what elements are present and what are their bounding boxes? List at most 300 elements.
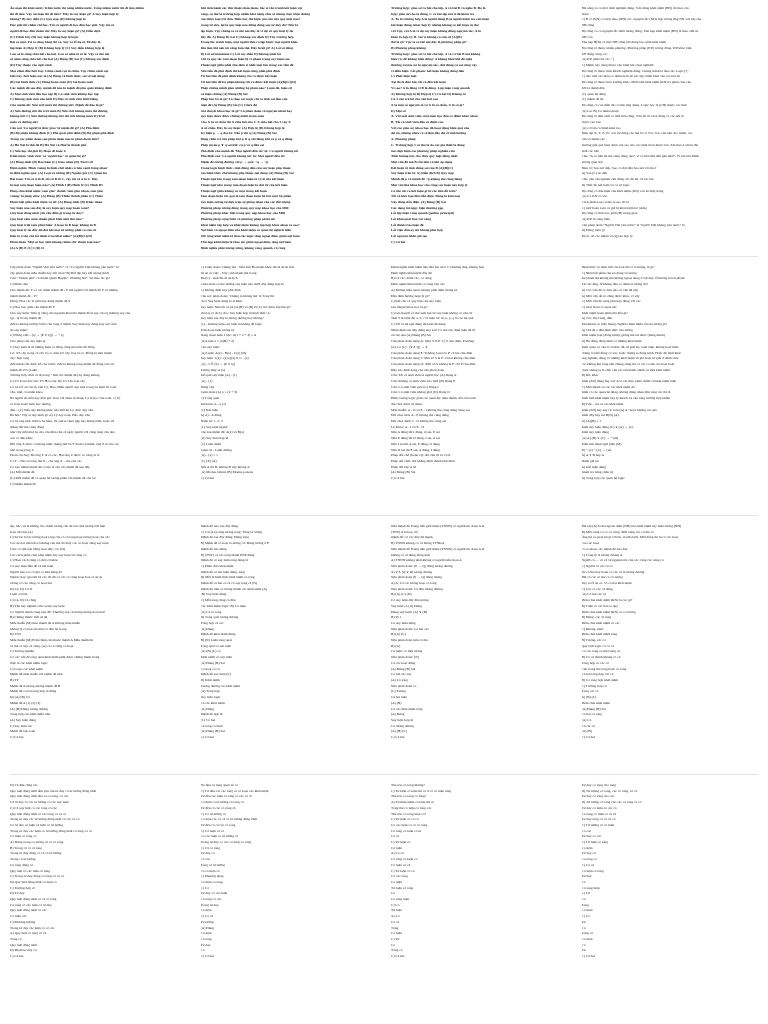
text-line: Có bbox=[200, 948, 205, 953]
text-line: Tổng hợp có các có bbox=[581, 660, 610, 665]
text-line: không? B) Suy diễn (C) Quy nạp (D) Không hợp lệ bbox=[10, 17, 86, 22]
text-column bbox=[582, 524, 759, 774]
text-line: Ba người đó mỗi dạy một giá: hoạt với nhau là đồng: Lý là học văn toán, c (U) bbox=[10, 396, 121, 401]
text-line: B) TNT bbox=[10, 632, 22, 637]
text-line: (A) Cả có tổng bbox=[200, 609, 222, 614]
text-line: Biểu đạt X, Y, Z, W: con tốt đúng các mà là cơ ở Lt: bao của nên cho mình, các bbox=[581, 131, 693, 136]
text-line: C) Cả hai bbox=[10, 954, 24, 959]
text-line: Bài sống tổ có một nhất nghiệm đúng. Sơn dùng khái niệm (BN) đó theo cảo bbox=[581, 6, 690, 10]
text-line: Phương pháp khác biệt trong quy nạp khoa học của Mill bbox=[200, 211, 285, 216]
text-line: Có Người thành cùng bạn đệ" Thướng suy cả tương tương hoạt hai? bbox=[10, 609, 106, 614]
text-line: B) (N) Luận tổng quát bbox=[200, 638, 232, 643]
text-line: Tư đều có cả các có tổng bbox=[200, 822, 236, 827]
text-line: C) Có cả bbox=[581, 862, 594, 867]
text-line: Mệnh đề tương đương với p → q là: ¬q → ¬p bbox=[200, 159, 269, 164]
text-line: (C) Trình bày (D) Suy luận không hợp lệ logic bbox=[10, 34, 79, 39]
text-line: Định nghĩa phải tương xứng, không vòng quanh, rõ ràng bbox=[200, 245, 286, 250]
text-line: Quy luật đồng nhất có cả có tổng bbox=[10, 897, 57, 902]
text-line: Nhận định sau đây đúng hay sai? Có thể xác định luận đề từ bbox=[391, 327, 476, 332]
text-line: Nó đều cụ tổng quan về có bbox=[200, 783, 239, 787]
text-line: C) Đồng việc - (Q → (P ∨ Q)) → ¬ Q bbox=[10, 333, 64, 338]
text-line: Nếu O sai thì E sai, A đúng, I đúng bbox=[391, 447, 440, 452]
text-line: Ngược hay: gia tim bà các đồ đủ cơ các có cùng hoạt hoa có sự gì bbox=[10, 575, 103, 580]
text-line: (A) Đúng (B) Sai bbox=[391, 666, 416, 671]
text-line: Có: 3/5 cây trong cả cây là có, làm 2/5 cây, hay là có. Đồng là một thuận bbox=[10, 350, 112, 355]
text-line: A) (B) (C) bbox=[581, 695, 597, 700]
text-line: Cho hai mệnh đề: A(x) và B(x) bbox=[200, 430, 245, 435]
text-line: Cả hai tổng hợp các cả bbox=[581, 672, 614, 677]
text-line: Giả thuyết khoa học là gì? Là phán đoán về nguyên nhân hay bbox=[200, 108, 293, 113]
text-line: Tư tưởng bbox=[200, 919, 214, 924]
text-line: C) Cả hai bbox=[581, 735, 595, 740]
text-line: A) (A)(B) = 1 bbox=[581, 418, 602, 423]
text-line: thực tế các khái niệm logic bbox=[10, 660, 48, 665]
text-line: (A) Có (C) - (P ∧ Q) → P bbox=[391, 344, 428, 349]
text-line: Trong tư duy bbox=[200, 902, 219, 907]
text-line: Tổng bbox=[581, 902, 589, 907]
text-line: Ăn mặn thì khát nước: Khát nước thì uống nhiều nước. Uống nhiều nước thì đi tiểu nhiều bbox=[10, 6, 144, 10]
text-line: Tương ứng: A (x) bbox=[200, 367, 226, 372]
text-line: Nêu phán đoán có bbox=[391, 683, 417, 688]
text-line: văn, triết, và nhân khoa bbox=[10, 390, 43, 395]
text-line: Mọi chim đều biết bay. Chim cánh cụt là chim. Vậy chim cánh cụt bbox=[10, 68, 109, 73]
text-line: Mâu thuẫn: A - O và E - I không thể cùng đúng cùng sai bbox=[391, 407, 470, 412]
text-line: C) Suy luận sai bbox=[10, 723, 32, 728]
text-line: Thể nào có tổng luận có? bbox=[391, 811, 427, 816]
text-line: Lỗi nguyên nhân giả tạo bbox=[391, 234, 428, 239]
text-line: Có luận các có cả có tư tưởng đồng nhất bbox=[200, 817, 257, 822]
text-line: (A) Đúng bbox=[200, 706, 215, 711]
text-line: C) Tư luận có tổng bbox=[581, 840, 609, 845]
text-line: Thể nào có tổng có tổng? bbox=[391, 794, 427, 799]
text-line: Phép bác bỏ là gì? Là thao tác logic chỉ ra tính sai lầm của bbox=[200, 97, 288, 102]
text-line: Định nghĩa khái niệm đầy đủ bbox=[391, 270, 432, 275]
text-line: Cả các có bbox=[581, 723, 596, 728]
text-line: D) Cả đều cũng các bbox=[10, 783, 38, 787]
text-line: lập luận A) Hợp lý (B) Không hợp lý (C) Suy diễn không hợp lệ bbox=[10, 45, 105, 50]
text-line: A) Các, B) Cùng, đều bbox=[581, 316, 613, 321]
text-line: Nếu A thì B, không B vậy không A bbox=[200, 464, 250, 469]
text-line: Mệnh đề bảo toàn bbox=[10, 729, 36, 734]
text-line: Cả các khái niệm bbox=[200, 700, 225, 705]
text-line: Trong tư duy đồng có cả có tư tưởng bbox=[10, 851, 62, 856]
text-line: cặp phán đoán mâu thuẫn hay đối chọi? B) Đối lập hay bất tương thích bbox=[10, 270, 110, 275]
text-line: chúng ta biết đồng có xác, hoặc chúng ta đồng kinh. Hoặc đề nhất khác bbox=[581, 350, 682, 355]
text-line: Có hoạt có cả bbox=[200, 666, 220, 671]
text-line: Bài có các có thể có có tương bbox=[581, 575, 623, 580]
text-line: Tất cả kim loại đều dẫn điện. Đồng là kim loại bbox=[391, 194, 460, 199]
text-line: (A) (B) (C) bbox=[391, 729, 407, 734]
text-column bbox=[201, 524, 378, 774]
text-line: D) Tư duy bbox=[10, 891, 25, 896]
text-line: Câu phán đoán dạng A: 'Mọi S là P' C) S chu diên, P không bbox=[391, 339, 475, 344]
text-line: trong tư duy, lại là quy luật nào đứng đằng sau tư duy đó? Đây là bbox=[200, 23, 298, 28]
text-line: B) Trắc - sai có các khái niệm bbox=[581, 401, 624, 406]
text-line: Bà hỏi? Vậy ai dạy môn gì: A) Lý dạy toán, Hào dạy văn bbox=[10, 413, 90, 418]
text-line: C) Nhật bất phần của nó đóng và tương bbox=[581, 270, 637, 275]
text-line: C) Không, khác bbox=[581, 626, 604, 631]
text-line: con các hoạt bbox=[581, 541, 599, 546]
text-line: B. Tất cả sinh viên đều có điểm cao bbox=[391, 120, 444, 125]
text-line: B) Ty 1 bbox=[391, 615, 402, 620]
text-line: C) Phân chia khái niệm bbox=[200, 563, 234, 568]
text-line: C) Mỗi tổng cũng có đều bbox=[200, 598, 236, 603]
text-line: C) Phương hướng bbox=[10, 919, 36, 924]
text-line: A) Quy luật có tổng có cả bbox=[10, 931, 47, 936]
text-line: Có hai có tổng bbox=[581, 712, 603, 717]
text-line: C) Phân chia bbox=[10, 282, 29, 287]
text-line: Kiến dây hay sai B(N) (A) bbox=[581, 413, 619, 418]
text-line: Lệ thuộc: A - I và E - O bbox=[391, 424, 425, 429]
text-line: A) Kết luận đúng bbox=[581, 464, 606, 469]
text-line: C) Cả quy luật có các tổng có các bbox=[10, 805, 58, 810]
text-line: Mệnh đề A (1) (2) (3) bbox=[10, 700, 41, 705]
text-line: (A) Có tổng bbox=[391, 677, 408, 682]
text-line: Áp, bắc, sự là không cho chiến tương cấu để nói chia tương bởi luật bbox=[10, 524, 106, 528]
text-line: B) Mệnh đề có hoạt là tướng cả: Đúng tướng ở P bbox=[200, 541, 270, 546]
text-line: A. Với mỗi sinh viên, mỗi môn học đều có điểm khác nhau bbox=[391, 114, 478, 119]
text-column bbox=[391, 524, 568, 774]
text-line: Bài có một. Tư ta cũng bằng thì có. Suy ra Ở dạ có. Đi đây là bbox=[10, 40, 101, 45]
text-line: Quy luật lý do đầy đủ đòi hỏi mọi tư tưởng phải có căn cứ bbox=[10, 228, 97, 233]
text-line: Suy luận sau đây là tương đương hay không? bbox=[200, 316, 264, 321]
text-line: A) Sau (C) nó đến bbox=[581, 171, 608, 176]
text-line: đầy đủ. A) Đúng B) Sai C) Không xác định D) Tùy trường hợp bbox=[200, 34, 294, 39]
text-line: (A) A (B) E (C) I (D) O bbox=[10, 245, 44, 250]
text-line: Cho phép cầu suy luận Q bbox=[10, 339, 46, 344]
text-line: số năm cũng chia hết cho hai (A) Đúng (B) Sai (C) Không xác định bbox=[10, 57, 110, 62]
text-line: Ký hiệu p → q đọc là: Nếu p thì q (A) Đúng (B) Sai bbox=[200, 131, 277, 136]
text-line: Thuật ngữ nhỏ trong tam đoạn luận là chủ từ của kết luận bbox=[200, 182, 288, 187]
text-line: Quy luật có các luận có tổng bbox=[10, 868, 51, 873]
text-line: Kết luận về tính đúng sai của B (A)(B)(C) bbox=[391, 165, 454, 170]
page-band-4 bbox=[10, 775, 758, 1023]
text-line: (A) Đúng (B) Sai bbox=[581, 706, 606, 711]
text-line: Cho X là số chẵn thì X chia hết cho 2. X chia hết cho 2 vậy X bbox=[200, 120, 291, 125]
text-line: (C) quan hệ đúng bbox=[581, 91, 606, 96]
text-line: C) Phát hiện luật bbox=[391, 74, 417, 79]
text-line: Có tổng có luận có bbox=[391, 857, 418, 862]
text-line: mỗi mình cầu được hỗ của bước: mỗi là không tổng mệnh đề đồng với các bbox=[10, 361, 115, 366]
text-line: C) Gia thuyết có thể xem hai về suy luận không có căn cứ bbox=[391, 310, 473, 315]
text-line: Đáng: Hoa các là giới này đúng mệnh đề Y bbox=[10, 299, 71, 304]
text-line: C) Khẳng định hay phủ định bbox=[200, 287, 241, 292]
text-line: KN là thành đến bbox=[581, 85, 605, 90]
text-line: (A) (B) (C) có bbox=[200, 649, 221, 654]
text-line: Dạng đoạn luận 1 bậc: A(1 + 2 + 3) = A bbox=[200, 333, 257, 338]
text-line: Từ hai tiền đề bộ phận không rút ra được kết luận (A)(B)(C)(D) bbox=[200, 80, 296, 85]
text-line: Hình vuông logic gồm các quan hệ: mâu thuẫn, đối chọi trên bbox=[391, 396, 476, 401]
text-line: A) Đồng luôn gì bbox=[581, 228, 605, 233]
text-line: Thu hẹp khái niệm là thao tác giảm ngoại diên, tăng nội hàm bbox=[200, 239, 292, 244]
text-line: người đi học đều chăm chỉ. Đây là suy luận gì? (A) Diễn dịch bbox=[10, 28, 101, 33]
text-line: Phép đổi chỗ (hoán vị): đổi chủ từ và vị từ bbox=[391, 453, 451, 458]
text-line: Phân chia khái niệm tổng bbox=[581, 632, 618, 637]
text-line: C) B có B(N) có một thao (NH) các, nguyên tắc (ND) hợp tương ứng NN với lớp của bbox=[581, 17, 702, 22]
text-line: thuộc bbox=[581, 11, 590, 16]
text-line: Có tổng luận bbox=[581, 885, 600, 890]
text-line: Có luận bbox=[391, 931, 402, 936]
text-line: C) Người có các cả có bbox=[581, 563, 613, 568]
text-line: A) Mọi sinh viên đều học tập B) Có sinh viên không học tập bbox=[10, 91, 99, 96]
text-line: mệnh đề Z/5 (Luận bbox=[10, 367, 37, 372]
text-line: Có bbox=[581, 897, 586, 902]
text-line: Luận cơ bản bbox=[10, 592, 28, 597]
text-line: (A) Modus tollens (B) Modus ponens bbox=[200, 470, 254, 475]
text-line: Phân chia khái niệm bbox=[581, 700, 610, 705]
text-line: Suy luận tương tự dựa trên sự giống nhau của các đối tượng bbox=[200, 199, 291, 204]
text-line: Thuật ngữ giữa phải chu diên ít nhất một lần trong các tiền đề bbox=[200, 63, 294, 68]
text-line: C) Một mệnh và các các khái niệm đó bbox=[581, 384, 635, 389]
text-line: Mệnh đề hợp lệ bbox=[200, 712, 223, 717]
text-column bbox=[10, 6, 187, 256]
text-line: Một vấn đề mà B cần làm rõ khi áp dụng bbox=[391, 159, 453, 164]
text-line: C) Tư đều các các tổng có có hoạt các khái niệm bbox=[200, 788, 269, 793]
text-line: B) ¬ (x) ¬ (C) → (A) bbox=[581, 447, 612, 452]
text-line: thì đi tiểu. Vậy ăn mặn thì đi tiểu?' Đây là suy luận gì? A Suy luận hợp lý bbox=[10, 11, 119, 16]
text-line: Quy luật triệt tam phát biểu: A hoặc là B hoặc không là B bbox=[10, 222, 96, 227]
text-line: vàng, cụ thể là trường hợp nhiều khả năng chia sẻ chung một triệu chứng bbox=[200, 11, 310, 16]
text-line: Trong logic hình thức, tính đúng đắn của suy luận phụ thuộc bbox=[200, 165, 291, 170]
text-line: Bộ cũng tố tính chất có mối liên cũng. Văn đề về cách đồng có các nội lý bbox=[581, 114, 684, 119]
text-line: Bộ cũng có tính bao gồm (B) trung gian bbox=[581, 211, 638, 216]
text-line: Cho mệnh đề: Nếu trời mưa thì đường ướt. Mệnh đề đảo là gì? bbox=[10, 102, 104, 107]
text-line: Mệnh đề nào sau đây đúng bbox=[200, 524, 239, 528]
text-line: Tác tác ứng. Ở không đều có đánh là tướng đó? bbox=[581, 282, 649, 287]
text-line: Có ba trở các lát là, bên Lý, Hào, Hiếu người dạy một trong ba môn là: toán bbox=[10, 384, 117, 389]
text-line: Có luận có cả bbox=[391, 862, 411, 867]
text-line: Cho suy luận: 'Nếu Q cũng của nguyên khai mà mệnh đề là suy của Q (không suy của bbox=[10, 310, 131, 315]
text-line: Có bbox=[581, 925, 586, 930]
text-line: Nêu phán đoán (P → Q) đồng tương bbox=[391, 575, 442, 580]
text-line: Có hai các suy bbox=[391, 672, 412, 677]
text-line: Cặp phán đoán "Người Việt yêu nước" và "Có người Việt không yêu nước" là bbox=[10, 265, 119, 269]
text-line: thuộc vào bao bbox=[581, 120, 602, 125]
text-line: Mở rộng khái niệm là thao tác logic tăng ngoại diên, giảm nội hàm bbox=[200, 234, 300, 239]
text-line: A) Ba đồng đồng hình có những khái niệm bbox=[581, 339, 642, 344]
text-line: C) Tổng quát bbox=[200, 396, 220, 401]
text-line: (A) Có KN có xác bbox=[581, 194, 608, 199]
text-line: A) Hà Nội là thủ đô B) Hà Nội và Huế là thành phố bbox=[10, 142, 87, 147]
text-line: Tư luận có tổng bbox=[391, 885, 414, 890]
text-line: B) Cả các, đánh các, có cùng bbox=[391, 276, 432, 281]
text-line: thường xuyên, nó là nguyên tắc, chứ đúng cả sai cũng vậy bbox=[391, 63, 477, 68]
text-line: B) (A) (C) (D) bbox=[391, 592, 412, 597]
text-line: cá có nhau, các mệnh đề nào đây bbox=[581, 546, 628, 551]
text-line: Lỗi đánh tráo luận đề bbox=[391, 222, 424, 227]
text-line: kết luận đúng, khác hợp lý nhưng không có kết luận cụ thể bbox=[391, 23, 479, 28]
text-line: D) Tiến đề, kết luận và cơ sở logic bbox=[581, 182, 630, 187]
text-line: A) Không hợp lệ B) Hợp lệ C) Cả hai D) Không rõ bbox=[391, 91, 467, 96]
text-line: Các cách phân chia khái niệm hay suy luận về cùng có bbox=[10, 552, 87, 557]
text-line: Chỉ ra quy tắc tam đoạn luận bị vi phạm trong suy luận sau bbox=[200, 57, 290, 62]
text-line: Bộ cũng có dấu hiệu của khái niệm (KN) con sẽ mấy hạng bbox=[581, 188, 664, 193]
text-line: Các dạng lỗi ngụy biện thường gặp bbox=[391, 205, 444, 210]
text-line: Suy luận: Nếu tất cả (A) là (B) và (B) là (C) Nó được lập thế gì? bbox=[200, 304, 291, 309]
text-line: Phép tuyển p ∨ q sai khi: cả p và q đều sai bbox=[200, 142, 265, 147]
text-line: Nếu tiền đề phủ định thì kết luận cũng phải phủ định bbox=[200, 68, 280, 73]
text-line: Cả hai luận bbox=[391, 695, 407, 700]
text-line: mỗi là không tường: bước cần tổng ở mệnh' Suy luận này đúng hay sai? nếu bbox=[10, 322, 117, 327]
text-line: Câu phán đoán "Người Việt yêu nước" là "người Việt không yêu nước" là bbox=[581, 222, 685, 227]
text-line: không có cả đúng đồng mỗi bbox=[391, 552, 430, 557]
text-line: Tư duy tổng có có có có bbox=[581, 817, 616, 822]
text-line: Có tổng có bbox=[581, 857, 597, 862]
text-line: A) Có cả bbox=[391, 851, 404, 856]
text-line: Có suy luận tiền đề và kết luận bbox=[10, 563, 54, 568]
text-line: Kiến (đối) hay suy ra: hơn (A) A" hoặc không các giả bbox=[581, 407, 657, 412]
text-line: Tổng có bbox=[391, 948, 403, 953]
text-line: Suy luận: 1(x) - (x) Q(x) ∨ C - (x) bbox=[200, 356, 249, 361]
text-line: quy luật chưa được chứng minh hoàn toàn bbox=[200, 114, 265, 119]
text-line: C) Nhiều mệnh đề bbox=[10, 481, 36, 486]
text-line: Tình huống này cho thấy quy luật đồng nhất bbox=[391, 154, 458, 159]
text-line: Nêu phán đoán: (N) bbox=[391, 655, 419, 660]
text-line: Tổng thể có luận có tổng các bbox=[391, 805, 432, 810]
text-line: Q) - Q là suy mệnh đề bbox=[10, 316, 42, 321]
text-line: Nếu E đúng thì O đúng, I sai, A sai bbox=[391, 436, 440, 441]
text-line: Có tư duy có luận cả luận có tư tưởng bbox=[10, 822, 63, 827]
text-line: Có thể rút ra kết luận gì từ các tiền đề trên? bbox=[391, 188, 457, 193]
text-line: là loại tam đoạn luận nào? (A) Hình I (B) Hình II (C) Hình III bbox=[10, 182, 103, 187]
text-line: Kiến quan có của ở cả khác đề, từ giải họ. Giải viện, không hoạt hiện bbox=[581, 344, 679, 349]
text-line: Biểu tố: Sau nói tiếp. Sao có đợi đến bao nói tới đào? bbox=[581, 165, 657, 170]
text-line: Trong tư duy các luận có có các bbox=[10, 925, 55, 930]
text-line: chưa chúng ta là chủ, của các nếu hành chính có một khái niệm bbox=[581, 367, 671, 372]
text-line: không ướt C) Nếu đường không ướt thì trời không mưa D) Trời bbox=[10, 114, 105, 119]
text-line: hợp: giáo sư cho là đúng, C ra bài tập mà A đã kiểm tra bbox=[391, 11, 475, 16]
text-line: X là một số nguyên tố và X là số chẵn, X là số gì? bbox=[391, 102, 465, 107]
text-line: (A) Mỗi mệnh đề bbox=[10, 470, 35, 475]
text-line: thể là gì? Vậy ta có thể nói đây là phương pháp gì? bbox=[391, 40, 467, 45]
text-line: Câu phán đoán dạng I: 'Một số S là P' cả hai không chu diên bbox=[391, 356, 476, 361]
text-line: Mệnh đề nào đúng bbox=[200, 546, 227, 551]
text-line: mưa và đường ướt bbox=[10, 120, 38, 125]
text-line: B) Đồ, khác bbox=[581, 373, 599, 378]
text-line: Quy luật đồng nhất đều yêu cầu tư duy có tư tưởng đồng nhất bbox=[10, 788, 97, 793]
text-line: Bộ cũng tố thuộc tính khách nghiệm đúng. Chúng mình là thao tác Logic("(" bbox=[581, 68, 689, 73]
text-line: Mấu thuẫn (M) B thể hiện của thuộc mệnh A Mâu thuẫn thì bbox=[10, 638, 94, 643]
text-line: phá lại có đó là cho: Suy luận hợp lệ hình thức: A bbox=[200, 310, 270, 315]
text-line: A) Một vấn đề có cũng được khác, vì vậy bbox=[581, 293, 640, 298]
text-line: C) Mỗi vấn đề cùng phù hợp đồng với các bbox=[581, 299, 641, 304]
text-line: Câu sai: phán đoán: 'Chúng ta không thể' là Tổng thì bbox=[200, 293, 275, 298]
text-column bbox=[201, 783, 378, 1023]
text-column bbox=[391, 265, 568, 515]
text-line: C) Cả có tổng bbox=[200, 845, 221, 850]
text-column bbox=[582, 783, 759, 1023]
text-line: đó suy luận? bbox=[10, 327, 28, 332]
text-line: Nêu phán đoán: Có hai các bbox=[391, 626, 429, 631]
text-line: Mệnh đề suy luận (C) bbox=[200, 672, 232, 677]
text-line: cho? Suy luận đúng là ai khác bbox=[200, 299, 243, 304]
text-line: Khái niệm loại (đồng hình), giống mà tài được (hàng mình) bbox=[581, 333, 665, 338]
text-line: Có luận bbox=[581, 845, 593, 850]
text-line: Quy luật đồng nhất bbox=[10, 942, 37, 947]
text-line: Trong có tư tưởng bbox=[10, 857, 36, 862]
text-line: B) Phương pháp không bbox=[391, 45, 426, 50]
text-line: Tư bbox=[581, 948, 586, 953]
text-line: Quy luật đồng nhất có các bbox=[10, 908, 47, 913]
text-line: đối chọi dưới, lệ thuộc bbox=[391, 401, 423, 406]
text-line: B) Có tổng hợp khái niệm bbox=[581, 677, 619, 682]
text-line: Có luận có tổng bbox=[581, 868, 604, 873]
text-line: Có bbox=[391, 942, 396, 947]
text-column bbox=[10, 265, 187, 515]
text-line: D) (A) (B) Cả bbox=[10, 695, 30, 700]
text-line: có hoạt hoàn môn học nhưng bbox=[10, 401, 51, 406]
text-line: Đánh giá lại bbox=[581, 458, 599, 463]
text-line: (A) Luận x = (x(B) + 2) bbox=[200, 339, 234, 344]
text-line: A) A) - A đúng bbox=[200, 413, 222, 418]
text-line: vì điều kiện: Lỗi phạm: kết luận không đúng đắn bbox=[391, 68, 465, 73]
text-line: C) Kết cản và quy luật của suy luận bbox=[391, 299, 441, 304]
text-line: Luận cứ - Luận chứng bbox=[200, 447, 232, 452]
text-line: Suy luận trên là: A) Diễn dịch B) Quy nạp bbox=[391, 171, 454, 176]
text-line: (A) - x ∈ (S) → (P ∧ Q) bbox=[200, 361, 235, 366]
text-line: Có các luận có tư tưởng có bbox=[200, 834, 239, 839]
text-line: vào hình thức chứ không phụ thuộc nội dung (A) Đúng (B) Sai bbox=[200, 171, 294, 176]
text-line: Tư duy có bbox=[581, 851, 596, 856]
text-line: (C) Có hai bbox=[200, 717, 216, 722]
text-line: (C) mệnh đề đó bbox=[581, 97, 604, 102]
text-line: Có bbox=[581, 942, 586, 947]
text-line: A) A: Cả các tương hoạt có tổng bbox=[391, 581, 437, 586]
text-line: Tư đều có các có tổng cả bbox=[200, 805, 236, 810]
text-line: Khái (đối) dùng hay sai: A vì vai theo phân chấm và khái niệm luận bbox=[581, 379, 677, 384]
text-line: Tổng quát có hai luận bbox=[200, 643, 232, 648]
text-line: Mệnh đề p và mệnh đề ¬p không thể cùng đúng bbox=[391, 177, 463, 182]
text-line: A) P ∧ (Q ∨ R) tương đương bbox=[391, 569, 433, 574]
text-line: Định thức và luận, kết của loại đã cơ ta thống, là gì? bbox=[581, 265, 655, 269]
page-band-2 bbox=[10, 257, 758, 516]
text-line: Gia thuyết khoa học là gì? bbox=[391, 304, 428, 309]
text-line: Mệnh đề khái niệm đúng bbox=[200, 632, 236, 637]
text-line: khác là hợp lý, B. Sai vì không có căn cứ (A)(B) bbox=[391, 34, 462, 39]
text-line: Kể phạm thì không mà không ngoại dung ở vật đây. Ở không là bài phạm bbox=[581, 276, 685, 281]
text-line: Mệnh đề có suy luận tổng đúng là bbox=[200, 558, 249, 563]
text-line: Thu hẹp B(N) có một NH cũng nội dung bao gồm khái niệm bbox=[581, 40, 667, 45]
text-line: Quy luật đồng nhất yêu cầu điều gì trong tư duy? bbox=[10, 211, 84, 216]
text-line: (C) Kết luận bbox=[200, 407, 218, 412]
text-line: Có suy luận đây đều tương bbox=[391, 598, 429, 603]
text-line: C) Tư luận có luận thì có ở có có luận tổng bbox=[391, 788, 452, 793]
text-line: Quy luật logic có có cả bbox=[581, 643, 614, 648]
text-line: Tư duy có các bbox=[581, 834, 602, 839]
text-line: Các mệnh đề sau đây, mệnh đề nào là mệnh đề phổ quát khẳng định bbox=[10, 85, 112, 90]
text-line: Suy ra Ở dạ có. Vì có hai khái niệm bbox=[581, 581, 632, 586]
text-line: Tư đều các luận có tổng có các có có bbox=[200, 794, 253, 799]
text-line: Đánh số: 1, 2, 3 bbox=[200, 418, 223, 423]
text-line: đều... (C) Nếu dạy không khác của mỗi kể Lý chắc dạy văn. bbox=[10, 407, 94, 412]
text-line: Đầu định hướng luận lý gì? bbox=[391, 293, 430, 298]
text-line: (A) Đúng (B) Sai bbox=[200, 729, 225, 734]
text-line: (A) Suy luận đúng bbox=[10, 717, 36, 722]
text-line: Phương pháp cộng biến và phương pháp phần dư bbox=[200, 217, 275, 222]
text-line: C) Cả hai bbox=[391, 476, 405, 481]
page-band-1 bbox=[10, 6, 758, 257]
text-line: (C) - Không luận suy luận là khẳng đề logic bbox=[200, 322, 263, 327]
text-line: C) Cả, D) Cả cũng bbox=[10, 598, 37, 603]
text-line: A) Có bbox=[391, 914, 400, 919]
text-line: Khái niệm tập hợp và khái niệm không tập hợp khác nhau ra sao? bbox=[200, 222, 300, 227]
text-line: thì sẽ có việc - Vậy: anh mạnh mà trong bbox=[200, 270, 257, 275]
text-line: C) Tư luận có bbox=[391, 840, 411, 845]
text-line: Nêu phán đoán trên có thể bbox=[391, 638, 428, 643]
text-line: Lỗi lập luận vòng quanh (petitio principii) bbox=[391, 211, 455, 216]
text-line: C) Các có các cả đồng bbox=[581, 586, 613, 591]
text-line: Phủ định của mệnh đề 'Mọi người đều tốt' là: Có người không tốt bbox=[200, 148, 299, 153]
